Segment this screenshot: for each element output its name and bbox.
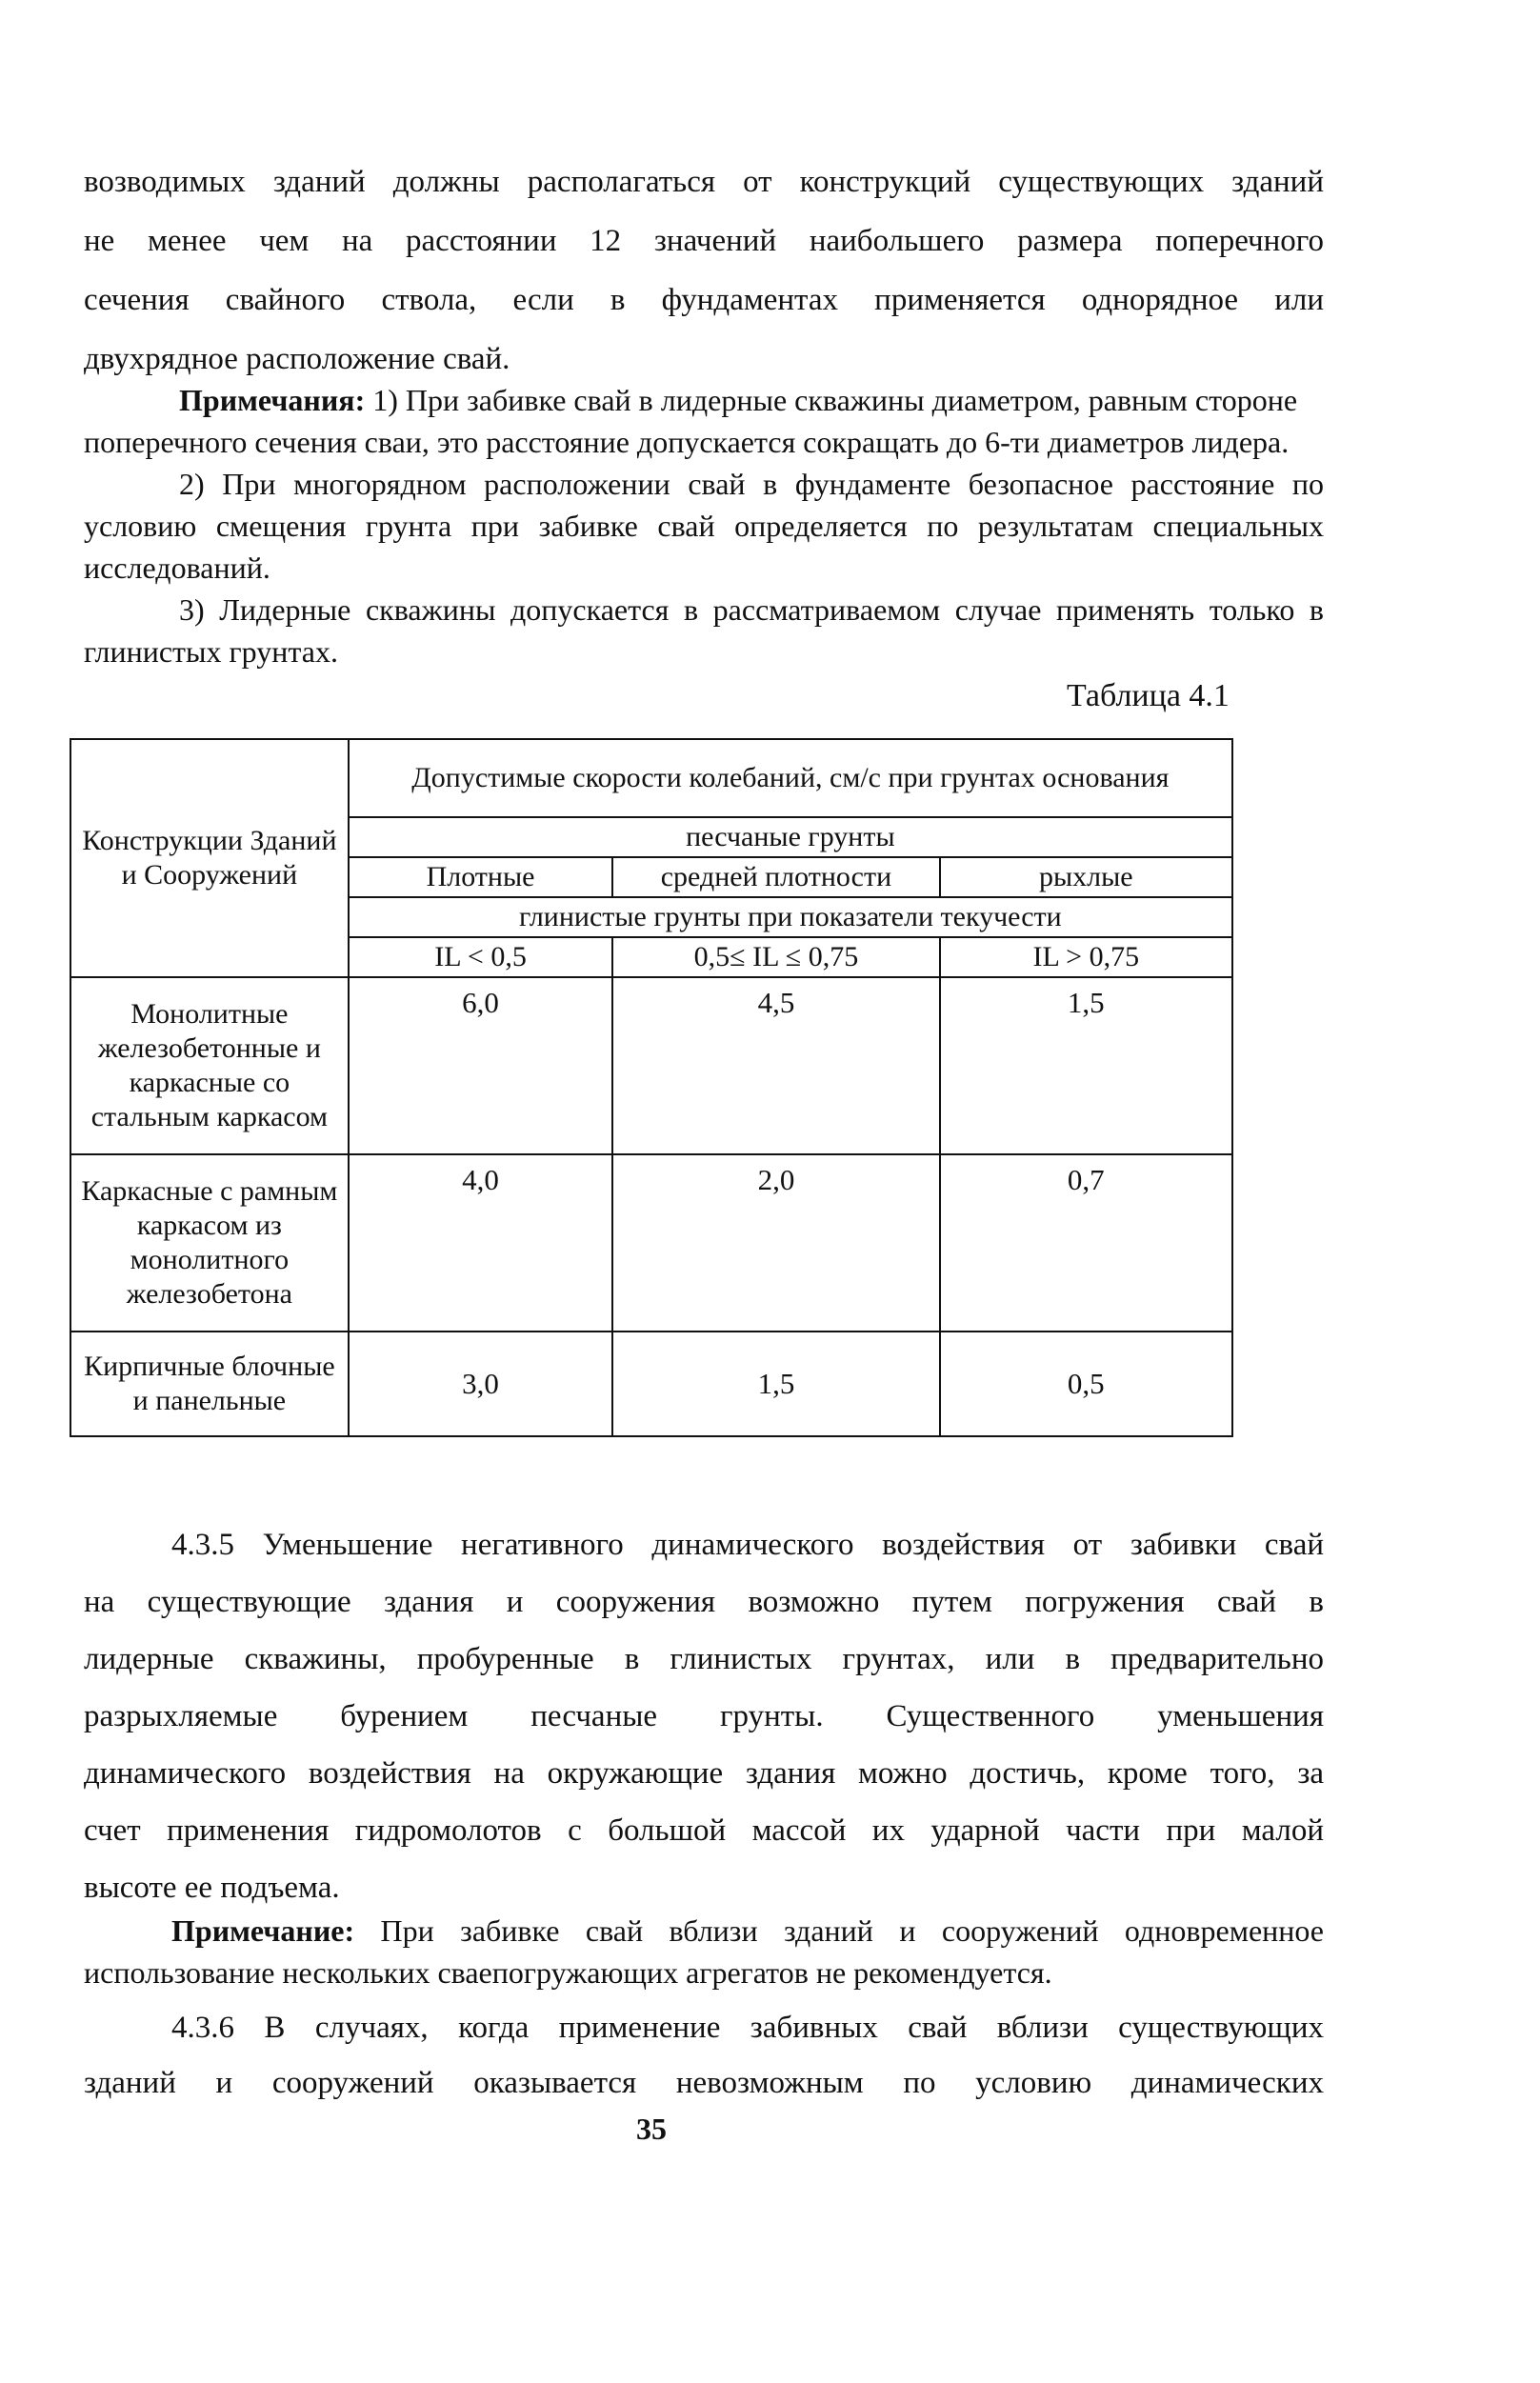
table-cell: 0,7	[940, 1154, 1232, 1332]
header-clay-soils: глинистые грунты при показатели текучести	[349, 897, 1232, 937]
table-cell: 4,0	[349, 1154, 613, 1332]
paragraph-line: разрыхляемые бурением песчаные грунты. Существенного уменьшения	[84, 1699, 1324, 1733]
table-cell: 2,0	[612, 1154, 939, 1332]
table-caption: Таблица 4.1	[1067, 678, 1230, 713]
sand-col-medium: средней плотности	[612, 857, 939, 897]
header-speed: Допустимые скорости колебаний, см/с при грунтах основания	[349, 739, 1232, 817]
header-constructions: Конструкции Зданий и Сооружений	[70, 739, 349, 977]
paragraph-line: динамического воздействия на окружающие здания можно достичь, кроме того, за	[84, 1756, 1324, 1791]
table-cell: 1,5	[940, 977, 1232, 1154]
note-3	[84, 589, 1324, 672]
note-2-body: При забивке свай вблизи зданий и сооружений одновременное использование нескольких сваепогружающих агрегатов не рекомендуется.	[84, 1913, 1324, 1990]
notes-block	[84, 379, 1324, 672]
table-cell: 3,0	[349, 1332, 613, 1436]
header-sand-soils: песчаные грунты	[349, 817, 1232, 857]
clay-col-3: IL > 0,75	[940, 937, 1232, 977]
row-name: Монолитные железобетонные и каркасные со стальным каркасом	[70, 977, 349, 1154]
paragraph-line: на существующие здания и сооружения возможно путем погружения свай в	[84, 1585, 1324, 1619]
row-name: Каркасные с рамным каркасом из монолитного железобетона	[70, 1154, 349, 1332]
clay-col-1: IL < 0,5	[349, 937, 613, 977]
note-1	[84, 379, 1324, 463]
sand-col-loose: рыхлые	[940, 857, 1232, 897]
clay-col-2: 0,5≤ IL ≤ 0,75	[612, 937, 939, 977]
intro-line: возводимых зданий должны располагаться от конструкций существующих зданий	[84, 165, 1324, 199]
notes-label: Примечания:	[179, 383, 366, 417]
intro-line: сечения свайного ствола, если в фундаментах применяется однорядное или	[84, 283, 1324, 317]
table-cell: 6,0	[349, 977, 613, 1154]
page-number: 35	[636, 2112, 667, 2146]
row-name: Кирпичные блочные и панельные	[70, 1332, 349, 1436]
note-block-2	[84, 1910, 1324, 1993]
intro-paragraph	[84, 152, 1324, 389]
section-4-3-6	[84, 2000, 1324, 2111]
sand-col-dense: Плотные	[349, 857, 613, 897]
intro-line: не менее чем на расстоянии 12 значений наибольшего размера поперечного	[84, 224, 1324, 258]
table-cell: 4,5	[612, 977, 939, 1154]
table-cell: 0,5	[940, 1332, 1232, 1436]
table-cell: 1,5	[612, 1332, 939, 1436]
note-2-text: 2) При многорядном расположении свай в фундаменте безопасное расстояние по условию смещения грунта при забивке свай определяется по результатам специальных исследований.	[84, 467, 1324, 585]
paragraph-line: лидерные скважины, пробуренные в глинистых грунтах, или в предварительно	[84, 1642, 1324, 1676]
note-1-text: 1) При забивке свай в лидерные скважины диаметром, равным стороне поперечного сечения сваи, это расстояние допускается сокращать до 6-ти диаметров лидера.	[84, 383, 1298, 459]
note-3-text: 3) Лидерные скважины допускается в рассматриваемом случае применять только в глинистых грунтах.	[84, 592, 1324, 669]
paragraph-line: счет применения гидромолотов с большой массой их ударной части при малой	[84, 1813, 1324, 1848]
paragraph-line: высоте ее подъема.	[84, 1871, 340, 1905]
paragraph-line: зданий и сооружений оказывается невозможным по условию динамических	[84, 2066, 1324, 2100]
intro-line: двухрядное расположение свай.	[84, 342, 510, 376]
note-2	[84, 463, 1324, 589]
paragraph-line: 4.3.6 В случаях, когда применение забивных свай вблизи существующих	[171, 2011, 1324, 2045]
paragraph-line: 4.3.5 Уменьшение негативного динамического воздействия от забивки свай	[171, 1528, 1324, 1562]
vibration-table	[70, 738, 1233, 1437]
note-2-label: Примечание:	[171, 1913, 355, 1948]
section-4-3-5	[84, 1516, 1324, 1916]
